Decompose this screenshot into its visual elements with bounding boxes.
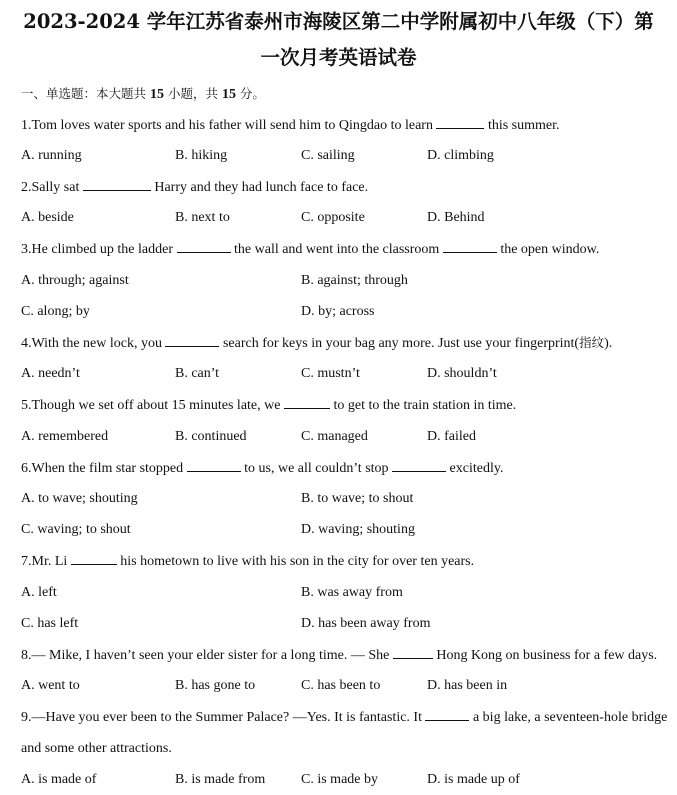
option-c: C. is made by (301, 772, 378, 787)
option-a: A. left (21, 585, 57, 600)
answer-blank (425, 708, 469, 721)
option-d: D. failed (427, 429, 476, 444)
question-3: 3.He climbed up the ladder the wall and went into the classroom the open window. (21, 242, 600, 257)
answer-blank (71, 552, 117, 565)
section-heading (21, 84, 265, 103)
question-4: 4.With the new lock, you search for keys in your bag any more. Just use your fingerprint(指纹). (21, 335, 613, 351)
answer-blank (187, 459, 241, 472)
option-c: C. managed (301, 429, 368, 444)
answer-blank (284, 396, 330, 409)
option-d: D. by; across (301, 304, 375, 319)
question-5: 5.Though we set off about 15 minutes late, we to get to the train station in time. (21, 398, 517, 413)
option-d: D. has been away from (301, 616, 431, 631)
question-9-continuation: and some other attractions. (21, 741, 172, 756)
question-7: 7.Mr. Li his hometown to live with his son in the city for over ten years. (21, 554, 475, 569)
question-1: 1.Tom loves water sports and his father will send him to Qingdao to learn this summer. (21, 118, 560, 133)
answer-blank (177, 240, 231, 253)
option-b: B. against; through (301, 273, 408, 288)
question-6: 6.When the film star stopped to us, we all couldn’t stop excitedly. (21, 461, 504, 476)
option-b: B. was away from (301, 585, 403, 600)
option-a: A. through; against (21, 273, 129, 288)
option-b: B. to wave; to shout (301, 491, 414, 506)
option-c: C. along; by (21, 304, 90, 319)
option-d: D. has been in (427, 678, 508, 693)
option-d: D. waving; shouting (301, 522, 415, 537)
option-b: B. is made from (175, 772, 266, 787)
answer-blank (165, 334, 219, 347)
option-c: C. opposite (301, 210, 365, 225)
option-b: B. hiking (175, 148, 228, 163)
answer-blank (83, 178, 151, 191)
option-d: D. climbing (427, 148, 494, 163)
option-b: B. can’t (175, 366, 220, 381)
option-a: A. running (21, 148, 82, 163)
option-c: C. has left (21, 616, 79, 631)
option-b: B. next to (175, 210, 230, 225)
option-b: B. continued (175, 429, 247, 444)
section-middle: 小题，共 (163, 86, 222, 101)
option-b: B. has gone to (175, 678, 256, 693)
section-suffix: 分。 (235, 86, 265, 101)
question-count: 15 (149, 87, 164, 102)
answer-blank (443, 240, 497, 253)
option-c: C. has been to (301, 678, 381, 693)
answer-blank (393, 646, 433, 659)
score-total: 15 (221, 87, 236, 102)
option-c: C. waving; to shout (21, 522, 131, 537)
option-a: A. beside (21, 210, 74, 225)
answer-blank (436, 116, 484, 129)
question-9: 9.—Have you ever been to the Summer Palace? —Yes. It is fantastic. It a big lake, a seventeen-hole bridge (21, 710, 668, 725)
document-title-line-2: 一次月考英语试卷 (260, 46, 417, 69)
option-c: C. sailing (301, 148, 355, 163)
option-a: A. is made of (21, 772, 97, 787)
section-prefix: 一、单选题：本大题共 (21, 86, 150, 101)
option-d: D. Behind (427, 210, 485, 225)
option-c: C. mustn’t (301, 366, 360, 381)
question-2: 2.Sally sat Harry and they had lunch face to face. (21, 180, 369, 195)
option-a: A. remembered (21, 429, 109, 444)
option-a: A. needn’t (21, 366, 80, 381)
option-d: D. is made up of (427, 772, 520, 787)
question-8: 8.— Mike, I haven’t seen your elder sister for a long time. — She Hong Kong on business for a few days. (21, 648, 658, 663)
document-title-line-1: 2023-2024 学年江苏省泰州市海陵区第二中学附属初中八年级（下）第 (23, 10, 654, 33)
option-a: A. went to (21, 678, 80, 693)
option-d: D. shouldn’t (427, 366, 497, 381)
option-a: A. to wave; shouting (21, 491, 138, 506)
answer-blank (392, 459, 446, 472)
